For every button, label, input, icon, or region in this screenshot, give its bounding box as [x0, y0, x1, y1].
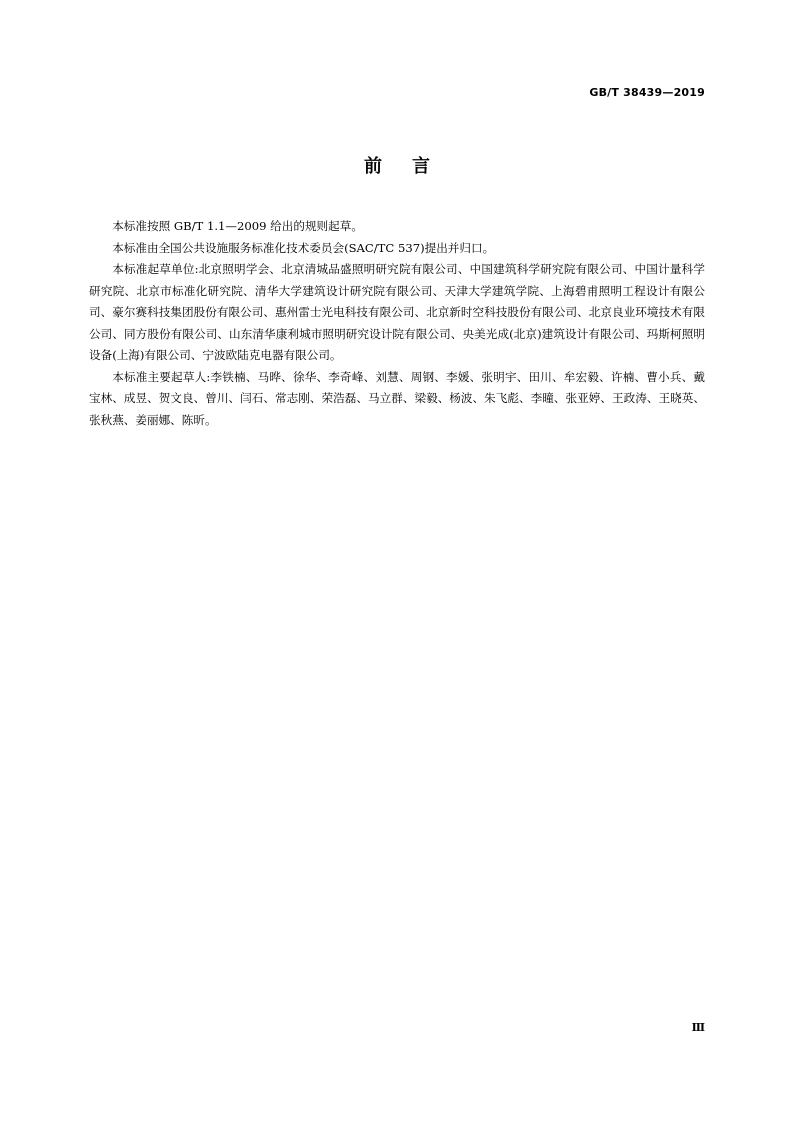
- page-title: 前言: [364, 156, 460, 177]
- paragraph-proposer: 本标准由全国公共设施服务标准化技术委员会(SAC/TC 537)提出并归口。: [112, 240, 495, 255]
- standard-number: GB/T 38439—2019: [589, 86, 705, 99]
- paragraph-main-drafters: 本标准主要起草人:李铁楠、马晔、徐华、李奇峰、刘慧、周钢、李媛、张明宇、田川、牟宏毅、许楠、曹小兵、戴宝林、成昱、贺文良、曾川、闫石、常志刚、荣浩磊、马立群、梁毅、杨波、朱飞彪、李曈、张亚婷、王政涛、王晓英、张秋燕、姜丽娜、陈昕。: [89, 369, 705, 427]
- document-body: [89, 216, 705, 431]
- paragraph-drafting-units: 本标准起草单位:北京照明学会、北京清城品盛照明研究院有限公司、中国建筑科学研究院有限公司、中国计量科学研究院、北京市标准化研究院、清华大学建筑设计研究院有限公司、天津大学建筑学院、上海碧甫照明工程设计有限公司、豪尔赛科技集团股份有限公司、惠州雷士光电科技有限公司、北京新时空科技股份有限公司、北京良业环境技术有限公司、同方股份有限公司、山东清华康利城市照明研究设计院有限公司、央美光成(北京)建筑设计有限公司、玛斯柯照明设备(上海)有限公司、宁波欧陆克电器有限公司。: [89, 262, 705, 362]
- page-number: Ⅲ: [691, 1021, 705, 1034]
- paragraph-drafting-rules: 本标准按照 GB/T 1.1—2009 给出的规则起草。: [112, 219, 363, 233]
